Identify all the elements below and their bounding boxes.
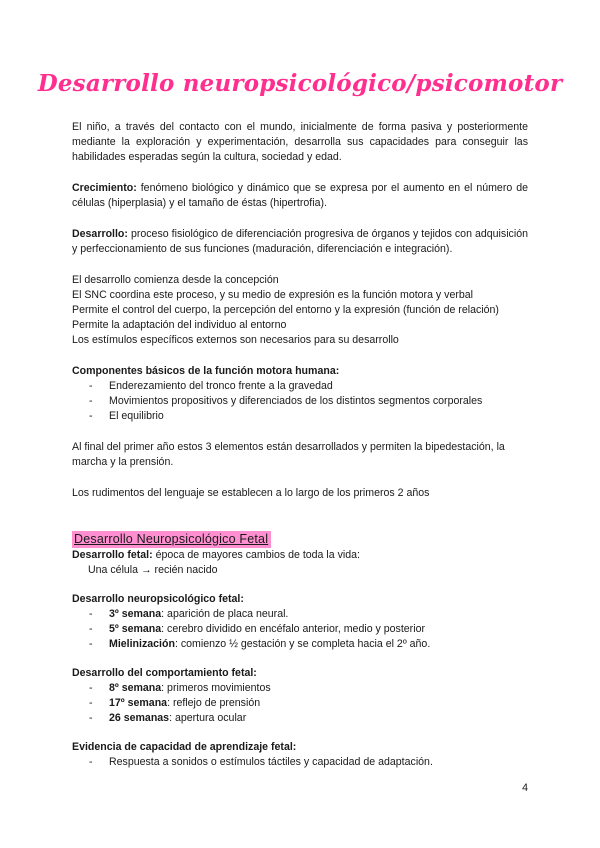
language-paragraph: Los rudimentos del lenguaje se establecen a lo largo de los primeros 2 años	[72, 487, 430, 499]
fetal-dev-text: época de mayores cambios de toda la vida:	[152, 549, 360, 561]
intro-paragraph: El niño, a través del contacto con el mundo, inicialmente de forma pasiva y posteriormente mediante la exploración y experimentación, desarrolla sus capacidades para conseguir las habilidades esperadas según la cultura, sociedad y edad.	[72, 121, 528, 163]
list-item: - 17º semana: reflejo de prensión	[72, 696, 528, 711]
page-title: Desarrollo neuropsicológico/psicomotor	[37, 70, 563, 97]
learning-list	[72, 755, 528, 770]
crecimiento-term: Crecimiento:	[72, 182, 137, 194]
fact-line: Permite la adaptación del individuo al entorno	[72, 319, 287, 331]
behavior-heading: Desarrollo del comportamiento fetal:	[72, 667, 257, 679]
list-item: - Movimientos propositivos y diferenciados de los distintos segmentos corporales	[72, 394, 528, 409]
list-item: - 3º semana: aparición de placa neural.	[72, 607, 528, 622]
list-item: - Mielinización: comienzo ½ gestación y se completa hacia el 2º año.	[72, 637, 528, 652]
section-heading-fetal: Desarrollo Neuropsicológico Fetal	[72, 531, 271, 548]
list-item: - Enderezamiento del tronco frente a la gravedad	[72, 379, 528, 394]
fact-line: Permite el control del cuerpo, la percepción del entorno y la expresión (función de relación)	[72, 304, 499, 316]
fact-line: El SNC coordina este proceso, y su medio de expresión es la función motora y verbal	[72, 289, 474, 301]
final-year-paragraph: Al final del primer año estos 3 elementos están desarrollados y permiten la bipedestación, la marcha y la prensión.	[72, 441, 505, 468]
neuro-list	[72, 607, 528, 652]
neuro-heading: Desarrollo neuropsicológico fetal:	[72, 593, 244, 605]
facts-block	[72, 273, 528, 348]
list-item: - 26 semanas: apertura ocular	[72, 711, 528, 726]
desarrollo-text: proceso fisiológico de diferenciación progresiva de órganos y tejidos con adquisición y perfeccionamiento de sus funciones (maduración, diferenciación e integración).	[72, 228, 528, 255]
fact-line: Los estímulos específicos externos son necesarios para su desarrollo	[72, 334, 399, 346]
list-item: - 8º semana: primeros movimientos	[72, 681, 528, 696]
fetal-dev-line	[72, 548, 528, 563]
cell-line: Una célula → recién nacido	[88, 564, 218, 576]
fetal-dev-term: Desarrollo fetal:	[72, 549, 153, 561]
components-heading: Componentes básicos de la función motora humana:	[72, 365, 340, 377]
fetal-section	[72, 531, 528, 770]
list-item: - El equilibrio	[72, 409, 528, 424]
list-item: - 5º semana: cerebro dividido en encéfalo anterior, medio y posterior	[72, 622, 528, 637]
desarrollo-term: Desarrollo:	[72, 228, 128, 240]
crecimiento-text: fenómeno biológico y dinámico que se expresa por el aumento en el número de células (hiperplasia) y el tamaño de éstas (hipertrofia).	[72, 182, 528, 209]
desarrollo-paragraph	[72, 227, 528, 257]
page-number: 4	[522, 782, 528, 794]
learning-heading: Evidencia de capacidad de aprendizaje fetal:	[72, 741, 297, 753]
crecimiento-paragraph	[72, 181, 528, 211]
list-item: - Respuesta a sonidos o estímulos táctiles y capacidad de adaptación.	[72, 755, 528, 770]
fact-line: El desarrollo comienza desde la concepción	[72, 274, 279, 286]
components-list	[72, 379, 528, 424]
behavior-list	[72, 681, 528, 726]
page-content	[72, 120, 528, 770]
